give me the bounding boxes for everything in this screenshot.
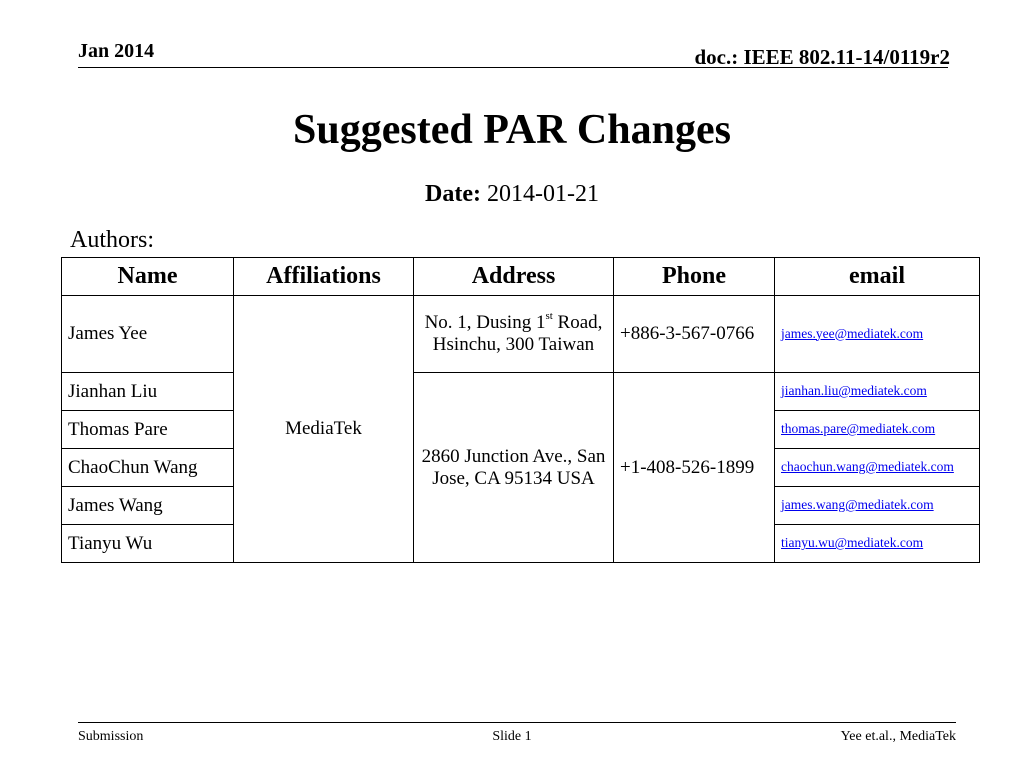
author-name: Thomas Pare	[62, 411, 234, 449]
phone-cell-us: +1-408-526-1899	[614, 373, 775, 563]
email-cell	[775, 373, 980, 411]
address-text: No. 1, Dusing 1	[424, 312, 546, 334]
email-cell	[775, 449, 980, 487]
footer-author: Yee et.al., MediaTek	[840, 729, 956, 744]
author-name: Jianhan Liu	[62, 373, 234, 411]
slide-title: Suggested PAR Changes	[293, 107, 731, 153]
table-row	[62, 373, 980, 411]
footer-rule	[78, 722, 956, 723]
email-link[interactable]: chaochun.wang@mediatek.com	[781, 459, 954, 475]
address-text: Road, Hsinchu, 300 Taiwan	[432, 312, 603, 355]
authors-table	[61, 257, 980, 563]
footer-submission: Submission	[78, 729, 144, 744]
phone-cell-taiwan: +886-3-567-0766	[614, 296, 775, 373]
address-cell-san-jose: 2860 Junction Ave., San Jose, CA 95134 USA	[414, 373, 614, 563]
table-row	[62, 296, 980, 373]
header-rule	[78, 67, 948, 68]
email-cell	[775, 487, 980, 525]
address-superscript: st	[545, 309, 553, 322]
header-address: Address	[414, 258, 614, 296]
author-name: James Yee	[62, 296, 234, 373]
date-label: Date:	[425, 181, 481, 207]
address-cell-hsinchu	[414, 296, 614, 373]
author-name: ChaoChun Wang	[62, 449, 234, 487]
header-phone: Phone	[614, 258, 775, 296]
date-line	[0, 181, 1024, 208]
email-link[interactable]: james.yee@mediatek.com	[781, 325, 924, 341]
date-value: 2014-01-21	[486, 181, 599, 207]
header-date: Jan 2014	[78, 40, 155, 62]
affiliation-cell: MediaTek	[234, 296, 414, 563]
header-email: email	[775, 258, 980, 296]
email-cell	[775, 411, 980, 449]
header-name: Name	[62, 258, 234, 296]
email-cell	[775, 296, 980, 373]
table-header-row	[62, 258, 980, 296]
author-name: James Wang	[62, 487, 234, 525]
email-link[interactable]: jianhan.liu@mediatek.com	[781, 383, 927, 399]
email-cell	[775, 525, 980, 563]
email-link[interactable]: thomas.pare@mediatek.com	[781, 421, 936, 437]
email-link[interactable]: james.wang@mediatek.com	[781, 497, 934, 513]
header-doc-id: doc.: IEEE 802.11-14/0119r2	[694, 45, 950, 69]
authors-label: Authors:	[70, 227, 154, 253]
author-name: Tianyu Wu	[62, 525, 234, 563]
header-affiliations: Affiliations	[234, 258, 414, 296]
email-link[interactable]: tianyu.wu@mediatek.com	[781, 535, 924, 551]
footer-slide-number: Slide 1	[492, 729, 532, 744]
